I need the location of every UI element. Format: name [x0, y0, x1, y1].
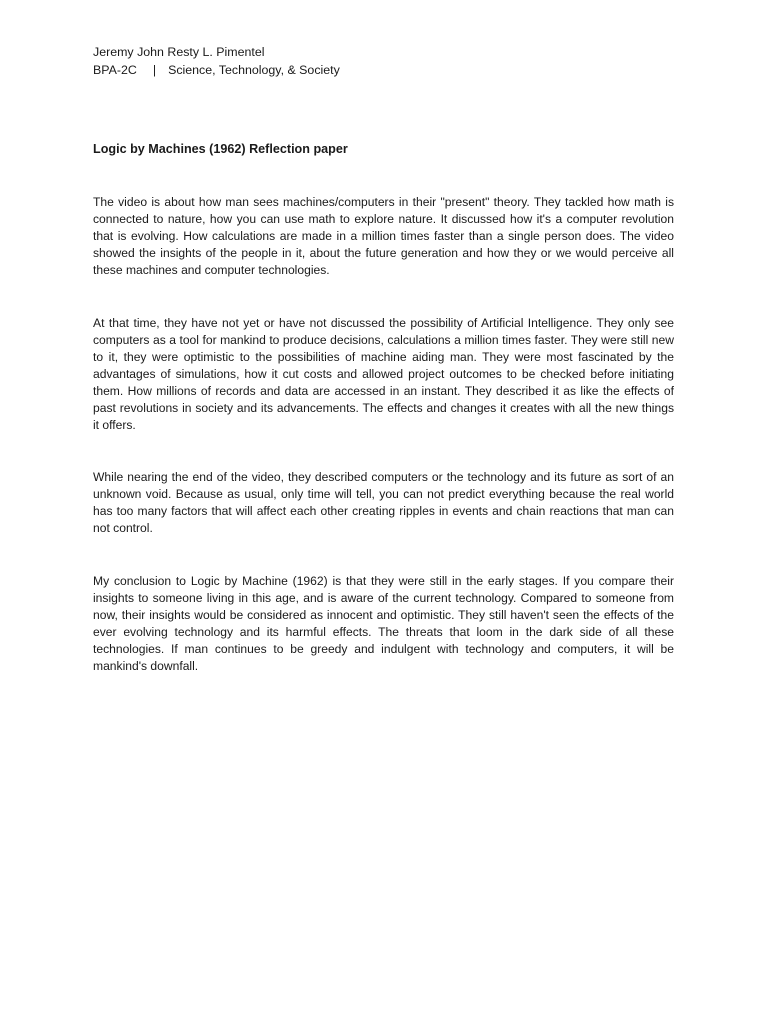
document-header — [93, 43, 340, 79]
paragraph-3: While nearing the end of the video, they described computers or the technology and its future as sort of an unknown void. Because as usual, only time will tell, you can not predict everything because the real world has too many factors that will affect each other creating ripples in events and chain reactions that man can not control. — [93, 470, 674, 535]
section-label: BPA-2C — [93, 63, 137, 77]
page-title: Logic by Machines (1962) Reflection paper — [93, 142, 348, 156]
paragraph-2: At that time, they have not yet or have not discussed the possibility of Artificial Intelligence. They only see computers as a tool for mankind to produce decisions, calculations a million times faster. They were still new to it, they were optimistic to the possibilities of machine aiding man. They were most fascinated by the advantages of simulations, how it cut costs and allowed project outcomes to be checked before initiating them. How millions of records and data are accessed in an instant. They described it as like the effects of past revolutions in society and its advancements. The effects and changes it creates with all the new things it offers. — [93, 316, 674, 432]
course-line — [93, 61, 340, 79]
paragraph-1: The video is about how man sees machines/computers in their "present" theory. They tackled how math is connected to nature, how you can use math to explore nature. It discussed how it's a computer revolution that is evolving. How calculations are made in a million times faster than a single person does. The video showed the insights of the people in it, about the future generation and how they or we would perceive all these machines and computer technologies. — [93, 195, 674, 277]
author-name: Jeremy John Resty L. Pimentel — [93, 45, 265, 59]
course-name: Science, Technology, & Society — [168, 63, 340, 77]
header-separator: | — [152, 63, 157, 77]
paragraph-4: My conclusion to Logic by Machine (1962) is that they were still in the early stages. If you compare their insights to someone living in this age, and is aware of the current technology. Compared to someone from now, their insights would be considered as innocent and optimistic. They still haven't seen the effects of the ever evolving technology and its harmful effects. The threats that loom in the dark side of all these technologies. If man continues to be greedy and indulgent with technology and computers, it will be mankind's downfall. — [93, 574, 674, 673]
